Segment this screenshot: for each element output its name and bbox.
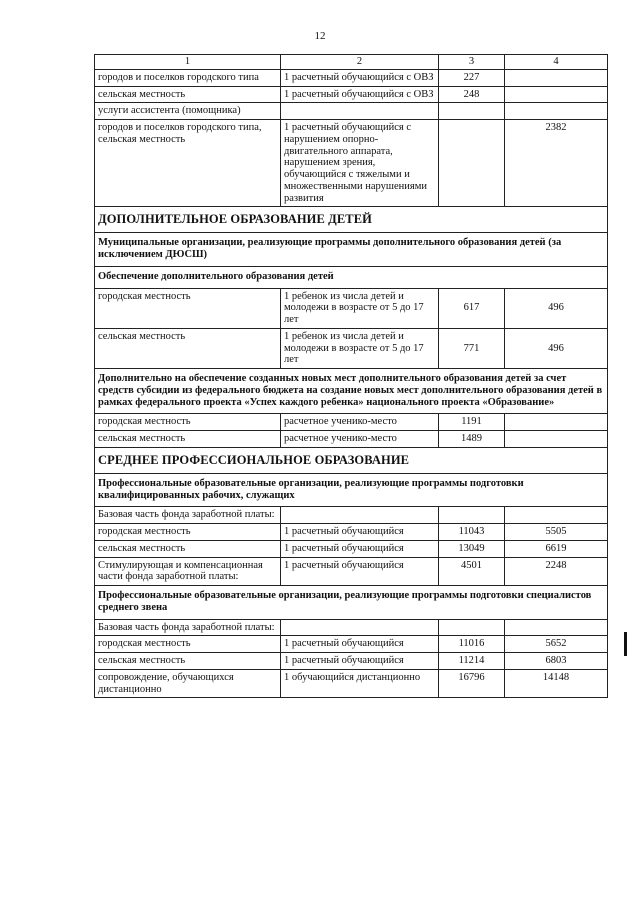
subsection-row xyxy=(95,369,608,414)
table-row xyxy=(95,69,608,86)
subsection-row xyxy=(95,233,608,267)
cell-col-4 xyxy=(505,414,608,431)
cell-col-4 xyxy=(505,619,608,636)
cell-col-4: 496 xyxy=(505,288,608,328)
table-row xyxy=(95,414,608,431)
cell-col-3 xyxy=(439,103,505,120)
cell-col-3: 13049 xyxy=(439,540,505,557)
cell-col-1: городская местность xyxy=(95,524,281,541)
cell-col-2: 1 расчетный обучающийся xyxy=(281,636,439,653)
cell-col-2: расчетное ученико-место xyxy=(281,414,439,431)
section-heading: СРЕДНЕЕ ПРОФЕССИОНАЛЬНОЕ ОБРАЗОВАНИЕ xyxy=(95,447,608,473)
subsection-heading: Дополнительно на обеспечение созданных новых мест дополнительного образования детей за счет средств субсидии из федерального бюджета на создание новых мест дополнительного образования детей в рамках федерального проекта «Успех каждого ребенка» национального проекта «Образование» xyxy=(95,369,608,414)
section-heading: ДОПОЛНИТЕЛЬНОЕ ОБРАЗОВАНИЕ ДЕТЕЙ xyxy=(95,207,608,233)
cell-col-4: 6619 xyxy=(505,540,608,557)
cell-col-3: 16796 xyxy=(439,669,505,698)
subsection-row xyxy=(95,473,608,507)
header-col-2: 2 xyxy=(281,55,439,70)
cell-col-3 xyxy=(439,120,505,207)
table-row xyxy=(95,636,608,653)
cell-col-2: расчетное ученико-место xyxy=(281,431,439,448)
table-row xyxy=(95,431,608,448)
cell-col-4 xyxy=(505,69,608,86)
subsection-heading: Обеспечение дополнительного образования детей xyxy=(95,266,608,288)
cell-col-4 xyxy=(505,507,608,524)
cell-col-3: 4501 xyxy=(439,557,505,586)
cell-col-2: 1 обучающийся дистанционно xyxy=(281,669,439,698)
cell-col-4: 2248 xyxy=(505,557,608,586)
cell-col-3: 771 xyxy=(439,328,505,368)
table-row xyxy=(95,103,608,120)
section-row xyxy=(95,447,608,473)
table-row xyxy=(95,86,608,103)
table-body xyxy=(95,55,608,698)
cell-col-1: Базовая часть фонда заработной платы: xyxy=(95,619,281,636)
cell-col-1: сельская местность xyxy=(95,328,281,368)
cell-col-2: 1 ребенок из числа детей и молодежи в возрасте от 5 до 17 лет xyxy=(281,328,439,368)
cell-col-2: 1 расчетный обучающийся с ОВЗ xyxy=(281,69,439,86)
cell-col-1: Стимулирующая и компенсационная части фонда заработной платы: xyxy=(95,557,281,586)
cell-col-4: 6803 xyxy=(505,653,608,670)
cell-col-1: Базовая часть фонда заработной платы: xyxy=(95,507,281,524)
section-row xyxy=(95,207,608,233)
cell-col-2: 1 расчетный обучающийся с нарушением опорно-двигательного аппарата, нарушением зрения, обучающийся с тяжелыми и множественными нарушениями развития xyxy=(281,120,439,207)
cell-col-3: 1489 xyxy=(439,431,505,448)
subsection-row xyxy=(95,266,608,288)
cell-col-1: городская местность xyxy=(95,288,281,328)
cell-col-2: 1 расчетный обучающийся xyxy=(281,540,439,557)
cell-col-1: сельская местность xyxy=(95,431,281,448)
cell-col-1: сопровождение, обучающихся дистанционно xyxy=(95,669,281,698)
cell-col-1: городская местность xyxy=(95,636,281,653)
cell-col-2 xyxy=(281,507,439,524)
cell-col-2 xyxy=(281,103,439,120)
header-col-3: 3 xyxy=(439,55,505,70)
cell-col-1: сельская местность xyxy=(95,540,281,557)
cell-col-1: городов и поселков городского типа xyxy=(95,69,281,86)
cell-col-2: 1 расчетный обучающийся xyxy=(281,557,439,586)
table-row xyxy=(95,619,608,636)
cell-col-4: 5652 xyxy=(505,636,608,653)
table-row xyxy=(95,540,608,557)
table-row xyxy=(95,524,608,541)
header-col-4: 4 xyxy=(505,55,608,70)
subsection-heading: Профессиональные образовательные организации, реализующие программы подготовки специалистов среднего звена xyxy=(95,586,608,620)
table-row xyxy=(95,653,608,670)
cell-col-4 xyxy=(505,86,608,103)
cell-col-3: 1191 xyxy=(439,414,505,431)
cell-col-4 xyxy=(505,103,608,120)
header-col-1: 1 xyxy=(95,55,281,70)
subsection-heading: Профессиональные образовательные организации, реализующие программы подготовки квалифицированных рабочих, служащих xyxy=(95,473,608,507)
cell-col-1: сельская местность xyxy=(95,86,281,103)
cell-col-2: 1 расчетный обучающийся с ОВЗ xyxy=(281,86,439,103)
cell-col-2: 1 расчетный обучающийся xyxy=(281,524,439,541)
cell-col-4: 5505 xyxy=(505,524,608,541)
cell-col-4: 496 xyxy=(505,328,608,368)
cell-col-2: 1 расчетный обучающийся xyxy=(281,653,439,670)
cell-col-1: городов и поселков городского типа, сельская местность xyxy=(95,120,281,207)
cell-col-4 xyxy=(505,431,608,448)
cell-col-4: 2382 xyxy=(505,120,608,207)
table-row xyxy=(95,669,608,698)
cell-col-3: 617 xyxy=(439,288,505,328)
table-row xyxy=(95,288,608,328)
table-row xyxy=(95,507,608,524)
table-row xyxy=(95,120,608,207)
table-row xyxy=(95,557,608,586)
cell-col-1: услуги ассистента (помощника) xyxy=(95,103,281,120)
margin-mark xyxy=(624,632,627,656)
cell-col-3: 248 xyxy=(439,86,505,103)
tariff-table xyxy=(94,54,608,698)
page-number: 12 xyxy=(314,30,326,42)
cell-col-2 xyxy=(281,619,439,636)
cell-col-3: 11214 xyxy=(439,653,505,670)
header-row xyxy=(95,55,608,70)
cell-col-1: сельская местность xyxy=(95,653,281,670)
cell-col-2: 1 ребенок из числа детей и молодежи в возрасте от 5 до 17 лет xyxy=(281,288,439,328)
cell-col-1: городская местность xyxy=(95,414,281,431)
cell-col-3: 227 xyxy=(439,69,505,86)
subsection-heading: Муниципальные организации, реализующие программы дополнительного образования детей (за исключением ДЮСШ) xyxy=(95,233,608,267)
subsection-row xyxy=(95,586,608,620)
cell-col-3 xyxy=(439,507,505,524)
cell-col-3 xyxy=(439,619,505,636)
cell-col-4: 14148 xyxy=(505,669,608,698)
table-row xyxy=(95,328,608,368)
cell-col-3: 11016 xyxy=(439,636,505,653)
cell-col-3: 11043 xyxy=(439,524,505,541)
